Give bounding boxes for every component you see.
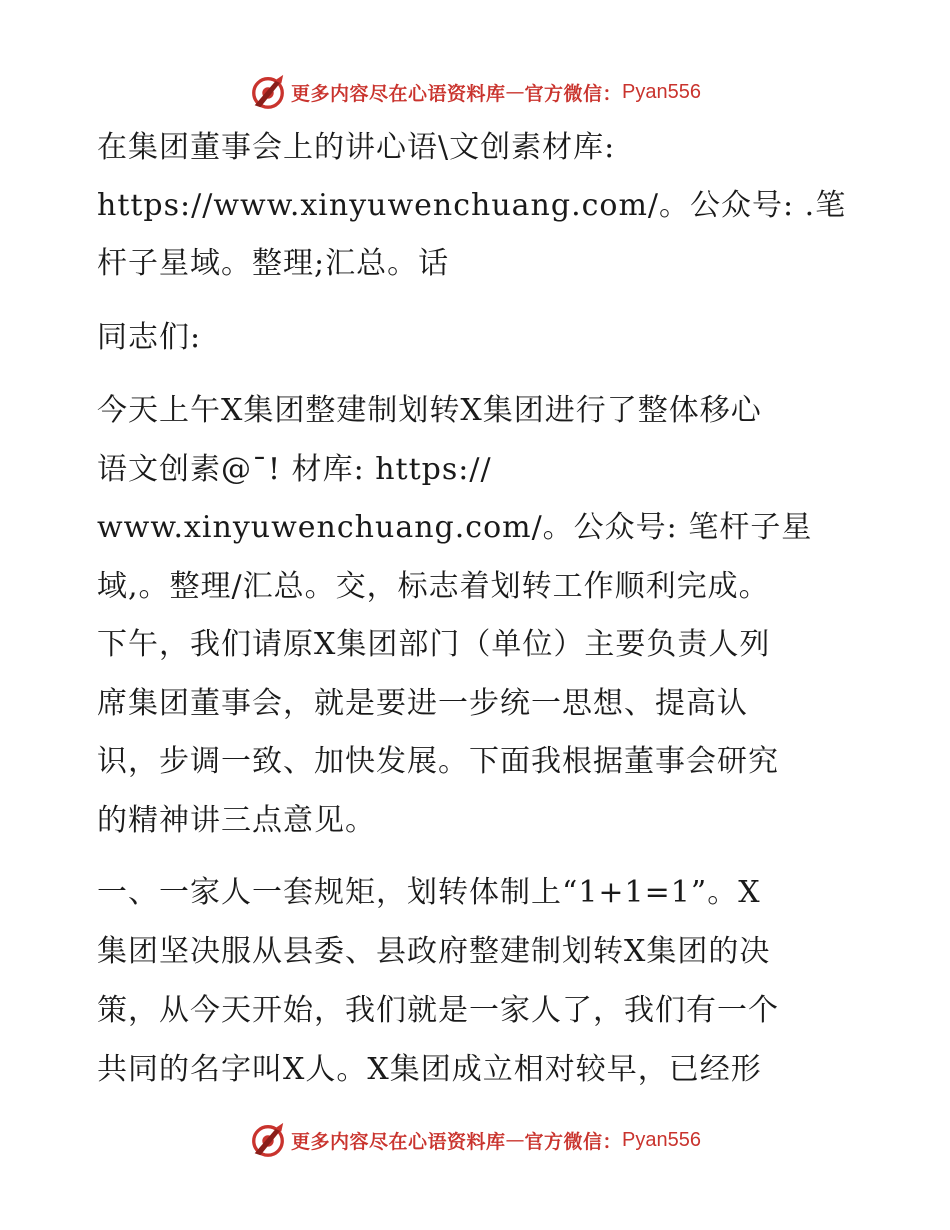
banner-text: 更多内容尽在心语资料库: [291, 82, 506, 105]
doc-line: 语文创素@¯! 材库: https://: [97, 452, 492, 487]
doc-line: 杆子星域。整理;汇总。话: [97, 246, 450, 281]
doc-line: 域,。整理/汇总。交，标志着划转工作顺利完成。: [97, 569, 770, 604]
quill-seal-icon: [249, 1121, 287, 1159]
header-watermark-banner: [0, 70, 950, 114]
doc-line: www.xinyuwenchuang.com/。公众号: 笔杆子星: [97, 510, 813, 545]
doc-line: 的精神讲三点意见。: [97, 803, 376, 838]
doc-line: 识，步调一致、加快发展。下面我根据董事会研究: [97, 744, 779, 779]
banner-label: 官方微信：: [524, 82, 623, 105]
doc-line: https://www.xinyuwenchuang.com/。公众号: .笔: [97, 188, 847, 223]
banner-text: 更多内容尽在心语资料库: [291, 1130, 506, 1153]
doc-line: 下午，我们请原X集团部门（单位）主要负责人列: [97, 627, 771, 662]
banner-dash: —: [505, 81, 525, 103]
doc-line: 一、一家人一套规矩，划转体制上“1+1=1”。X: [97, 875, 761, 910]
doc-line: 集团坚决服从县委、县政府整建制划转X集团的决: [97, 934, 771, 969]
doc-line: 共同的名字叫X人。X集团成立相对较早，已经形: [97, 1052, 762, 1087]
banner-label: 官方微信：: [524, 1130, 623, 1153]
banner-account: Pyan556: [622, 1128, 701, 1151]
banner-dash: —: [505, 1129, 525, 1151]
banner-account: Pyan556: [622, 80, 701, 103]
doc-line: 今天上午X集团整建制划转X集团进行了整体移心: [97, 393, 762, 428]
doc-line: 席集团董事会，就是要进一步统一思想、提高认: [97, 686, 748, 721]
doc-line: 策，从今天开始，我们就是一家人了，我们有一个: [97, 993, 779, 1028]
doc-line: 同志们:: [97, 320, 202, 355]
quill-seal-icon: [249, 73, 287, 111]
doc-line: 在集团董事会上的讲心语\文创素材库:: [97, 130, 616, 165]
footer-watermark-banner: [0, 1118, 950, 1162]
